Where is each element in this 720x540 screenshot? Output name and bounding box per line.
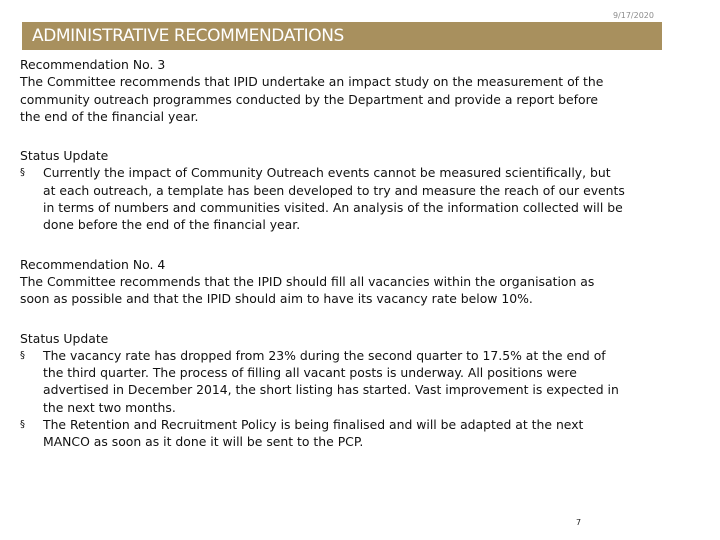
bullet-icon: §	[20, 349, 25, 361]
status-bullet	[20, 416, 660, 451]
page-number: 7	[576, 518, 582, 527]
status-update-3	[20, 147, 660, 233]
bullet-line: The Retention and Recruitment Policy is being finalised and will be adapted at the next	[43, 417, 584, 433]
title-banner	[22, 22, 662, 50]
recommendation-4	[20, 256, 660, 308]
bullet-text	[43, 347, 660, 416]
bullet-line: advertised in December 2014, the short listing has started. Vast improvement is expected in	[43, 382, 619, 398]
bullet-text	[43, 416, 660, 451]
bullet-icon: §	[20, 419, 25, 431]
status-update-4-heading: Status Update	[20, 330, 109, 346]
bullet-icon: §	[20, 167, 25, 179]
recommendation-4-line: soon as possible and that the IPID should aim to have its vacancy rate below 10%.	[20, 291, 533, 307]
status-bullet	[20, 347, 660, 416]
bullet-line: The vacancy rate has dropped from 23% during the second quarter to 17.5% at the end of	[43, 347, 606, 363]
recommendation-3	[20, 56, 660, 125]
bullet-line: the third quarter. The process of filling all vacant posts is underway. All positions were	[43, 365, 577, 381]
status-bullet	[20, 164, 660, 233]
status-update-3-heading: Status Update	[20, 148, 109, 164]
bullet-line: at each outreach, a template has been developed to try and measure the reach of our events	[43, 182, 625, 198]
recommendation-3-heading: Recommendation No. 3	[20, 57, 166, 72]
recommendation-3-line: The Committee recommends that IPID undertake an impact study on the measurement of the	[20, 74, 604, 90]
bullet-line: MANCO as soon as it done it will be sent to the PCP.	[43, 434, 364, 450]
slide-content	[20, 56, 660, 473]
bullet-line: Currently the impact of Community Outreach events cannot be measured scientifically, but	[43, 165, 611, 181]
status-update-4	[20, 330, 660, 451]
bullet-line: the next two months.	[43, 399, 176, 415]
recommendation-3-line: the end of the financial year.	[20, 108, 199, 124]
bullet-line: in terms of numbers and communities visited. An analysis of the information collected will be	[43, 200, 623, 216]
slide-title: ADMINISTRATIVE RECOMMENDATIONS	[32, 26, 344, 46]
recommendation-4-heading: Recommendation No. 4	[20, 256, 166, 272]
recommendation-4-line: The Committee recommends that the IPID should fill all vacancies within the organisation as	[20, 273, 595, 289]
slide-date: 9/17/2020	[612, 11, 654, 20]
bullet-text	[43, 164, 660, 233]
bullet-line: done before the end of the financial year.	[43, 217, 301, 233]
recommendation-3-line: community outreach programmes conducted by the Department and provide a report before	[20, 91, 599, 107]
